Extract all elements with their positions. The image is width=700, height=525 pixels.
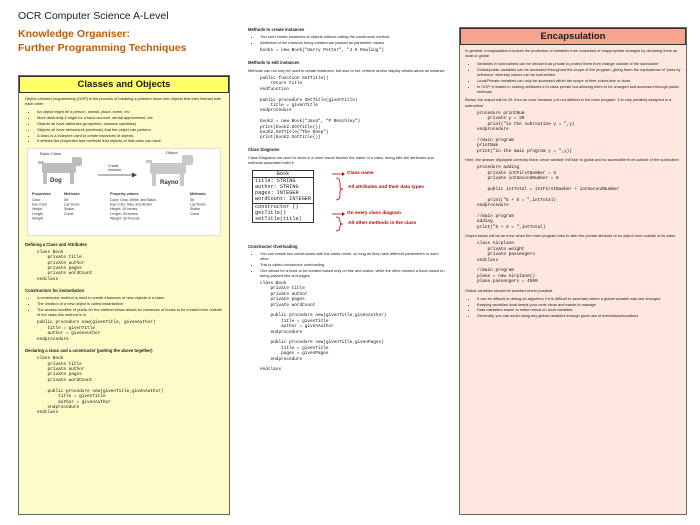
method-item: Lay Down xyxy=(190,202,206,207)
get-set-code: public function GetTitle() return title endfunction public procedure SetTitle(givenTitle) title = givenTitle endprocedure book2 = new Book("Java", "P Benchley") print(book2.GetTitle()) book2.SetTitle("The Deep") print(book2.GetTitle()) xyxy=(260,76,361,141)
methods-body xyxy=(244,27,449,166)
list-item: • In OOP, it relates to making attributes in a class private but allowing them to be changed and accessed through public methods xyxy=(477,84,681,94)
overloading-body xyxy=(244,244,449,373)
course-title: OCR Computer Science A-Level xyxy=(18,10,169,22)
properties-list xyxy=(32,198,48,220)
property-item: Eye Color xyxy=(32,202,48,207)
list-item: • Generally, you can avoid using any global variables through good use of methods/subroutines xyxy=(477,313,681,318)
methods2-list xyxy=(190,198,206,216)
method-item: Lay Down xyxy=(64,202,80,207)
declaring-heading: Declaring a class and a constructor (putting the above together) xyxy=(25,348,153,354)
methods-column xyxy=(244,27,449,515)
class-diagrams-heading: Class Diagrams xyxy=(248,146,280,152)
list-item: • An object might be a person, animal, place, event, etc xyxy=(37,109,223,114)
classes-objects-panel xyxy=(18,75,230,515)
create-instances-bullets xyxy=(260,34,445,45)
list-item: • It defines the properties and methods that objects of that class can have xyxy=(37,138,223,143)
class-name-cell: Book xyxy=(253,170,314,177)
classes-objects-body xyxy=(19,96,229,144)
create-instance-line: Create xyxy=(108,163,119,168)
annotation-methods: All other methods in the class xyxy=(348,220,417,226)
arrow-head xyxy=(132,172,137,177)
method-item: Sit xyxy=(64,197,69,202)
list-item: • Keeping variables local keeps your code clean and easier to manage xyxy=(477,302,681,307)
method-item: Shake xyxy=(190,206,200,211)
classes-objects-title: Classes and Objects xyxy=(19,76,229,93)
declaring-code: class Book private title private author private pages private wordCount public procedure new(givenTitle,givenAuthor) title = givenTitle author = givenAuthor endprocedure endclass xyxy=(37,356,164,416)
list-item: • This is called constructor overloading xyxy=(260,262,445,267)
methods-cell xyxy=(253,203,314,223)
property-value-item: Height: 18 Inches xyxy=(110,206,138,211)
new-book-code: book1 = new Book("Harry Potter", "J K Rowling") xyxy=(260,48,384,54)
methods2-heading: Methods xyxy=(190,191,206,196)
property-values-list xyxy=(110,198,156,220)
page-header xyxy=(18,10,238,55)
list-item: • A constructor method is used to create instances of new objects in a class xyxy=(37,295,223,300)
object-label: Object xyxy=(166,149,178,155)
list-item: • Data validation easier to make robust on local variables xyxy=(477,307,681,312)
encapsulation-bullets xyxy=(477,61,681,94)
adding-code: procedure adding private intFirstNumber = 5 private intSecondNumber = 8 public intTotal = intFirstNumber + intSecondNumber print("5 + 8 = ",intTotal) endprocedure //main program adding print("5 + 8 = ",intTotal) xyxy=(477,165,620,230)
organiser-title: Knowledge Organiser: xyxy=(18,28,131,40)
method-item: Sit xyxy=(190,197,195,202)
attribute-item: title: STRING xyxy=(255,177,296,184)
list-item: • The access modifier of public for the method below allows for instances of books to be created from outside of the class this method is in xyxy=(37,307,223,317)
dog-diagram-svg xyxy=(28,149,222,235)
adding-explanation: Here, the answer displayed correctly twice, since variable 'intTotal' is global and so accessible from outside of the subroutine xyxy=(465,157,679,163)
create-instance-text xyxy=(108,164,121,172)
property-item: Height xyxy=(32,206,43,211)
encapsulation-panel xyxy=(459,27,687,515)
property-item: Weight xyxy=(32,215,43,220)
property-value-item: Eye Color: Blue and Brown xyxy=(110,202,153,207)
printnum-code: procedure printNum private y = 20 print("in the subroutine y = ",y) endprocedure //main program printNum print("in the main program y = ",y)) xyxy=(477,110,575,154)
defining-class-heading: Defining a Class and Attributes xyxy=(25,241,87,247)
list-item: • Objects all have behaviours (methods) that the object can perform xyxy=(37,127,223,132)
method-item: Shake xyxy=(64,206,74,211)
constructor-bullets xyxy=(37,295,223,317)
list-item: • You can create two constructors with the same name, so long as they have different parameters to each other xyxy=(260,251,445,261)
list-item: • One allows for a book to be created based only on title and author, while the other creates a book based on being passed title and pages. xyxy=(260,268,445,278)
list-item: • It can be difficult to debug an algorithm if it is difficult to ascertain where a global variable was last changed xyxy=(477,296,681,301)
class-book-code: class Book private title private author private pages private wordCount endclass xyxy=(37,249,93,282)
create-instances-heading: Methods to create instances xyxy=(248,27,305,32)
property-value-item: Length: 36 Inches xyxy=(110,211,138,216)
global-avoid-text: Global variables should be avoided where possible xyxy=(465,287,553,293)
methods-list xyxy=(64,198,80,216)
list-item: • The creation of a new object is called instantiation xyxy=(37,301,223,306)
constructor-code: public procedure new(givenTitle, givenAuthor) title = givenTitle author = givenAuthor endprocedure xyxy=(37,320,156,342)
list-item: • Global/public variables can be accessed throughout the scope of the program, giving them the equivalence of 'pass by reference' whereby values can be overwritten xyxy=(477,67,681,77)
encapsulation-title: Encapsulation xyxy=(460,28,686,45)
class-definition-section xyxy=(19,242,229,416)
class-object-diagram xyxy=(27,148,221,236)
method-item: setTitle(title) xyxy=(255,215,302,222)
edit-instances-heading: Methods to edit instances xyxy=(248,59,300,65)
class-diagrams-text: Class Diagrams are used to show in a more visual fashion the name of a class, along with the attributes and methods associated with it xyxy=(248,155,434,166)
annotation-arrows xyxy=(330,170,440,238)
oop-bullets xyxy=(37,109,223,143)
method-item: Come xyxy=(190,211,200,216)
property-values-heading: Property values xyxy=(110,191,139,196)
airplane-code: class Airplane private weight private passengers endclass //main program plane = new Airplane() plane.passengers = 4500 xyxy=(477,241,538,285)
property-item: Length xyxy=(32,211,43,216)
dog-label: Dog xyxy=(50,177,62,184)
printnum-explanation: Below, the output will be 20, then an error because y is not defined in the main program. It is only privately assigned in a subroutine xyxy=(465,97,672,108)
list-item: • Attributes of the instance being created are passed as parameter values xyxy=(260,40,445,45)
method-item: getTitle() xyxy=(255,209,287,216)
method-item: constructor () xyxy=(255,203,299,210)
methods-heading: Methods xyxy=(64,191,80,196)
list-item: • Local/Private variables can only be accessed within the scope of their subroutine or class xyxy=(477,78,681,83)
class-diagram xyxy=(252,170,449,238)
overloading-heading: Constructor Overloading xyxy=(248,243,298,249)
topic-title: Further Programming Techniques xyxy=(18,42,187,54)
annotation-every-diagram: On every class diagram xyxy=(347,210,401,216)
airplane-explanation: Output below will be an error when the main program tries to alter the private attribute of an object from outside of its class xyxy=(465,233,676,239)
attribute-item: wordCount: INTEGER xyxy=(255,196,312,203)
attributes-cell xyxy=(253,177,314,203)
properties-heading: Properties xyxy=(32,191,51,196)
list-item: • Objects all have attributes (properties, instance variables) xyxy=(37,121,223,126)
list-item: • More abstractly it might be a bank account, dental appointment, etc xyxy=(37,115,223,120)
annotation-class-name: Class name xyxy=(347,170,374,176)
overloading-code: class Book private title private author private pages private wordCount public procedure new(givenTitle,givenAuthor) title = givenTitle author = givenAuthor endprocedure public procedure new(givenTitle,givenPages) title = givenTitle pages = givenPages endprocedure endclass xyxy=(260,280,387,373)
class-diagram-table xyxy=(252,170,314,224)
basic-class-label: Basic Class xyxy=(40,150,61,156)
overloading-bullets xyxy=(260,251,445,278)
attribute-item: pages: INTEGER xyxy=(255,190,299,197)
encapsulation-intro: In general, encapsulation involves the protection of variables from unwanted or inappropriate changes by declaring them as local or global xyxy=(465,48,678,59)
global-bullets xyxy=(477,296,681,319)
edit-instances-text: Methods can not only be used to create instances, but also to set, retrieve and/or display details about an instance xyxy=(248,67,445,73)
property-value-item: Color: Gray, White, and Black xyxy=(110,197,156,202)
create-instance-line: Instance xyxy=(108,167,122,172)
attribute-item: author: STRING xyxy=(255,183,299,190)
constructors-heading: Constructors for instantiation xyxy=(25,288,85,294)
property-item: Color xyxy=(32,197,41,202)
list-item: • A class is a blueprint used to create instances of objects. xyxy=(37,133,223,138)
annotation-attributes: All attributes and their data types xyxy=(348,184,424,190)
list-item: • Variables in subroutines can be declared as private to protect them from change outside of the subroutine xyxy=(477,61,681,66)
method-item: Come xyxy=(64,211,74,216)
oop-intro: Object-oriented programming (OOP) is the process of breaking a problem down into objects that then interact with each other xyxy=(25,96,221,107)
list-item: • You can't create instances of objects without calling the constructor method xyxy=(260,34,445,39)
encapsulation-body xyxy=(460,48,686,318)
property-value-item: Weight: 30 Pounds xyxy=(110,215,140,220)
rayno-label: Rayno xyxy=(160,179,179,186)
